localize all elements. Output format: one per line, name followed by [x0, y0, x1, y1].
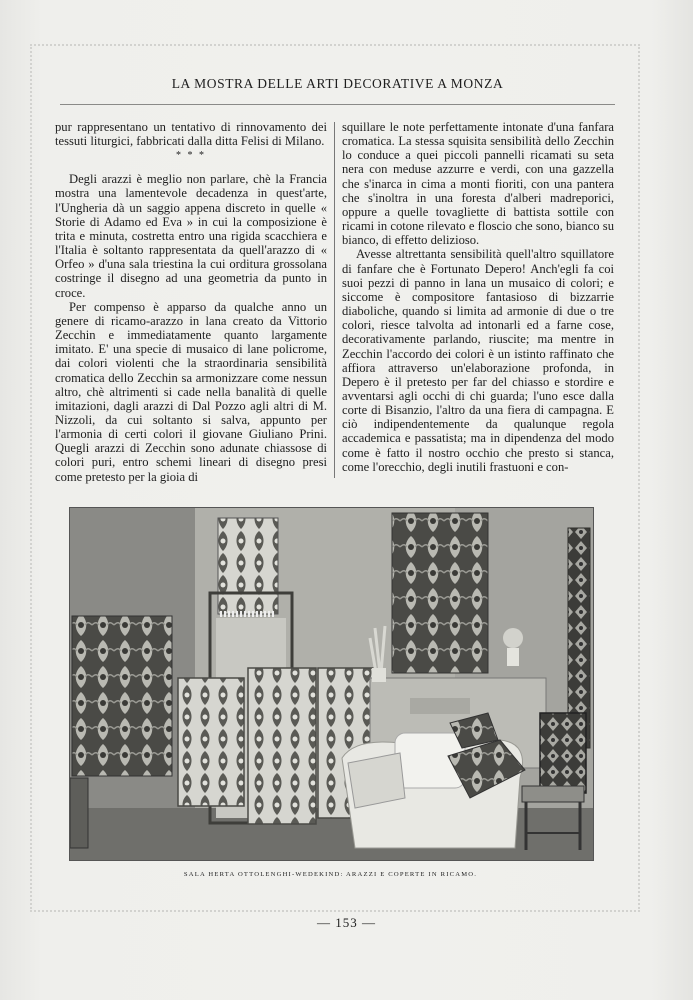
photo-illustration [70, 508, 593, 860]
exhibition-photograph [69, 507, 594, 861]
paragraph: Avesse altrettanta sensibilità quell'altro squillatore di fanfare che è Fortunato Depero! Anch'egli fa coi suoi pezzi di panno in lana un musaico di colori; e siccome è compositore fantasioso di bizzarrie diaboliche, quando si limita ad armonie di due o tre colori, riesce talvolta ad intonarli ed a farne cose, decorativamente parlando, riuscite; ma mentre in Zecchin l'accordo dei colori è un istinto raffinato che affiora attraverso un'elaborazione profonda, in Depero è il pretesto per far del chiasso e stordire e avventarsi agli occhi di chi guarda; l'uno esce dalla corte di Bisanzio, l'altro da una fiera di campagna. E ciò indipendentemente da qualunque regola accademica e passatista; ma in dipendenza del modo come è fatto il nostro occhio che presto si stanca, come l'orecchio, degli inutili frastuoni e con- [342, 247, 614, 474]
header-rule [60, 104, 615, 105]
right-column [342, 120, 614, 474]
left-column [55, 120, 327, 484]
paragraph: squillare le note perfettamente intonate d'una fanfara cromatica. La stessa squisita sensibilità dello Zecchin lo conduce a quei piccoli pannelli ricamati su seta nera con meduse azzurre e verdi, con una gazzella che s'inarca in cima a monti fioriti, con una pantera che s'inoltra in una foresta d'alberi madreporici, oppure a quelle tovagliette di battista sottile con ricami in cotone rilevato e floscio che sono, bianco su bianco, di effetto delizioso. [342, 120, 614, 248]
page-number: — 153 — [317, 915, 376, 930]
photo-caption: SALA HERTA OTTOLENGHI-WEDEKIND: ARAZZI E COPERTE IN RICAMO. [183, 871, 478, 878]
running-header: LA MOSTRA DELLE ARTI DECORATIVE A MONZA [171, 76, 504, 91]
paragraph: Per compenso è apparso da qualche anno un genere di ricamo-arazzo in lana creato da Vittorio Zecchin e immediatamente quanto largamente imitato. E' una specie di musaico di lane policrome, dai colori violenti che la straordinaria sensibilità cromatica dello Zecchin sa armonizzare come nessun altro, chè altrimenti si cade nella banalità di quelle imitazioni, dagli arazzi di Dal Pozzo agli altri di M. Nizzoli, da cui soltanto si salva, appunto per l'armonia di certi colori il giovane Giuliano Prini. Quegli arazzi di Zecchin sono adunate chiassose di colori puri, entro schemi lineari di disegno presi come pretesto per la gioia di [55, 299, 327, 484]
paragraph: pur rappresentano un tentativo di rinnovamento dei tessuti liturgici, fabbricati dalla ditta Felisi di Milano. [55, 120, 327, 149]
section-separator: * * * [176, 150, 206, 162]
column-divider [334, 122, 335, 478]
paragraph: Degli arazzi è meglio non parlare, chè la Francia mostra una lamentevole decadenza in quest'arte, l'Ungheria dà un saggio appena discreto in quelle « Storie di Adamo ed Eva » in cui la composizione è trita e minuta, costretta entro una rigida scacchiera e l'Italia è soltanto rappresentata da quell'arazzo di « Orfeo » d'una sala triestina la cui orditura grossolana costringe il disegno ad una geometria da punto in croce. [55, 172, 327, 300]
